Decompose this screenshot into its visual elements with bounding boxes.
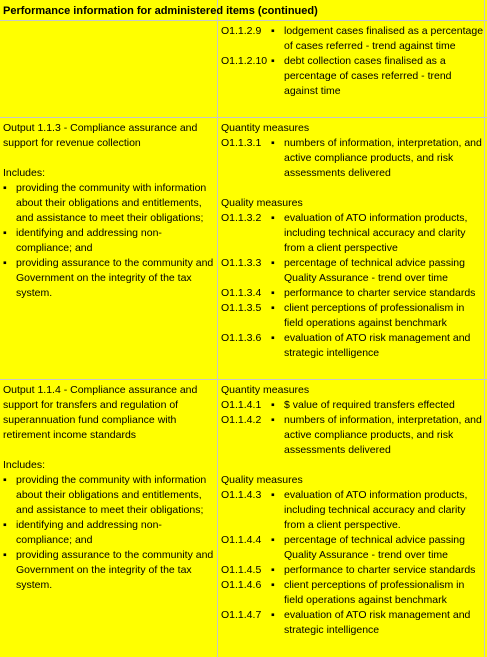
- measure-code: O1.1.3.4: [221, 287, 262, 299]
- bullet-icon: ▪: [3, 519, 7, 531]
- measure-text: debt collection cases finalised as a percentage of cases referred - trend against time: [284, 55, 452, 97]
- quality-measures-label: Quality measures: [221, 474, 303, 486]
- measure-text: $ value of required transfers effected: [284, 399, 455, 411]
- bullet-icon: ▪: [271, 212, 275, 224]
- measure-row: [221, 398, 484, 413]
- measure-text: lodgement cases finalised as a percentage of cases referred - trend against time: [284, 25, 484, 52]
- measure-code: O1.1.3.5: [221, 302, 262, 314]
- measure-text: evaluation of ATO risk management and strategic intelligence: [284, 609, 471, 636]
- right-border: [484, 0, 485, 657]
- bullet-icon: ▪: [3, 474, 7, 486]
- bullet-icon: ▪: [271, 25, 275, 37]
- measure-text: percentage of technical advice passing Quality Assurance - trend over time: [284, 257, 465, 284]
- bullet-icon: ▪: [271, 287, 275, 299]
- row-divider: [0, 379, 487, 380]
- bullet-icon: ▪: [271, 489, 275, 501]
- bullet-icon: ▪: [3, 549, 7, 561]
- measure-code: O1.1.3.1: [221, 137, 262, 149]
- measure-row: [221, 413, 484, 458]
- output-title: Output 1.1.3 - Compliance assurance and support for revenue collection: [3, 122, 198, 149]
- measure-code: O1.1.4.4: [221, 534, 262, 546]
- measure-text: percentage of technical advice passing Quality Assurance - trend over time: [284, 534, 465, 561]
- measure-text: performance to charter service standards: [284, 564, 476, 576]
- measure-row: [221, 301, 484, 331]
- measure-row: [221, 488, 484, 533]
- bullet-icon: ▪: [271, 55, 275, 67]
- row-divider: [0, 20, 487, 21]
- measure-code: O1.1.4.2: [221, 414, 262, 426]
- measure-row: [221, 256, 484, 286]
- bullet-icon: ▪: [3, 257, 7, 269]
- measure-text: numbers of information, interpretation, and active compliance products, and risk assessments delivered: [284, 137, 482, 179]
- bullet-icon: ▪: [271, 302, 275, 314]
- list-item: ▪ providing assurance to the community and Government on the integrity of the tax system.: [3, 549, 214, 591]
- measure-row: [221, 563, 484, 578]
- measure-row: [221, 533, 484, 563]
- bullet-icon: ▪: [271, 332, 275, 344]
- measure-code: O1.1.3.2: [221, 212, 262, 224]
- measure-text: client perceptions of professionalism in field operations against benchmark: [284, 579, 465, 606]
- measure-text: client perceptions of professionalism in field operations against benchmark: [284, 302, 465, 329]
- measure-row: [221, 54, 484, 99]
- bullet-icon: ▪: [3, 182, 7, 194]
- measure-row: [221, 136, 484, 181]
- measure-text: evaluation of ATO information products, including technical accuracy and clarity from a client perspective.: [284, 489, 468, 531]
- measure-code: O1.1.3.3: [221, 257, 262, 269]
- quality-measures-label: Quality measures: [221, 197, 303, 209]
- includes-list: [3, 181, 215, 301]
- measure-code: O1.1.2.9: [221, 25, 262, 37]
- includes-label: Includes:: [3, 167, 46, 179]
- includes-label: Includes:: [3, 459, 46, 471]
- measure-code: O1.1.4.5: [221, 564, 262, 576]
- output-1-1-3-measures: [221, 121, 484, 361]
- bullet-icon: ▪: [271, 564, 275, 576]
- measure-code: O1.1.4.6: [221, 579, 262, 591]
- quantity-measures-label: Quantity measures: [221, 122, 310, 134]
- measure-row: [221, 331, 484, 361]
- measure-text: performance to charter service standards: [284, 287, 476, 299]
- measure-code: O1.1.4.3: [221, 489, 262, 501]
- measure-row: [221, 24, 484, 54]
- output-1-1-4-measures: [221, 383, 484, 638]
- quantity-measures-label: Quantity measures: [221, 384, 310, 396]
- measure-text: numbers of information, interpretation, and active compliance products, and risk assessments delivered: [284, 414, 482, 456]
- bullet-icon: ▪: [271, 414, 275, 426]
- list-item: ▪ identifying and addressing non-compliance; and: [3, 519, 162, 546]
- measure-row: [221, 578, 484, 608]
- measure-row: [221, 608, 484, 638]
- bullet-icon: ▪: [3, 227, 7, 239]
- row-divider: [0, 117, 487, 118]
- page-title: Performance information for administered items (continued): [3, 5, 318, 17]
- bullet-icon: ▪: [271, 534, 275, 546]
- measure-code: O1.1.3.6: [221, 332, 262, 344]
- list-item: ▪ providing assurance to the community and Government on the integrity of the tax system.: [3, 257, 214, 299]
- output-title: Output 1.1.4 - Compliance assurance and support for transfers and regulation of superannuation fund compliance with retirement income standards: [3, 384, 198, 441]
- bullet-icon: ▪: [271, 257, 275, 269]
- bullet-icon: ▪: [271, 609, 275, 621]
- measure-code: O1.1.2.10: [221, 55, 268, 67]
- measure-text: evaluation of ATO risk management and strategic intelligence: [284, 332, 471, 359]
- measure-text: evaluation of ATO information products, including technical accuracy and clarity from a client perspective: [284, 212, 468, 254]
- section1-measures: [221, 24, 484, 99]
- output-1-1-3-description: [3, 121, 215, 301]
- measure-row: [221, 286, 484, 301]
- measure-code: O1.1.4.1: [221, 399, 262, 411]
- column-divider: [217, 0, 218, 657]
- list-item: ▪ identifying and addressing non-compliance; and: [3, 227, 162, 254]
- list-item: ▪ providing the community with information about their obligations and entitlements, and assistance to meet their obligations;: [3, 474, 207, 516]
- output-1-1-4-description: [3, 383, 215, 593]
- bullet-icon: ▪: [271, 399, 275, 411]
- bullet-icon: ▪: [271, 579, 275, 591]
- measure-code: O1.1.4.7: [221, 609, 262, 621]
- list-item: ▪ providing the community with information about their obligations and entitlements, and assistance to meet their obligations;: [3, 182, 207, 224]
- measure-row: [221, 211, 484, 256]
- includes-list: [3, 473, 215, 593]
- bullet-icon: ▪: [271, 137, 275, 149]
